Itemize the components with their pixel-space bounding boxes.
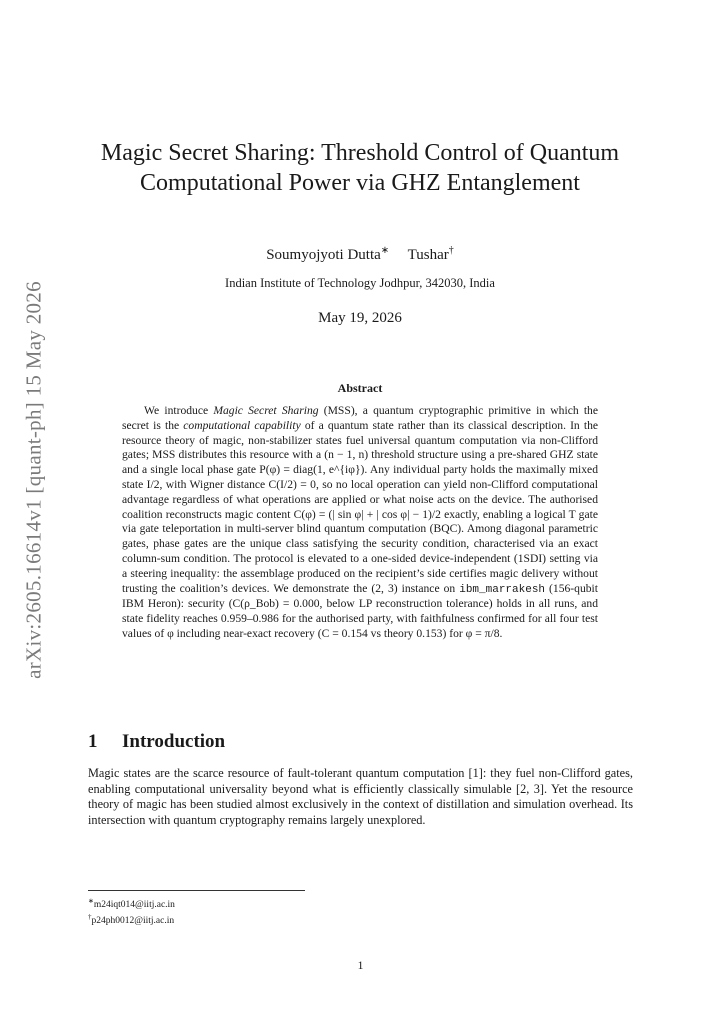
footnotes (88, 895, 175, 927)
author-list (100, 245, 620, 264)
email-link[interactable]: m24iqt014@iitj.ac.in (93, 900, 175, 911)
term-mss: Magic Secret Sharing (213, 404, 319, 417)
affiliation: Indian Institute of Technology Jodhpur, 342030, India (225, 276, 495, 290)
abstract-body: We introduce Magic Secret Sharing (MSS), a quantum cryptographic primitive in which the secret is the computational capability of a quantum state rather than its classical description. In the resource theory of magic, non-stabilizer states fuel universal quantum computation via non-Clifford gates; MSS distributes this resource with a (n − 1, n) threshold structure using a pre-shared GHZ state and a single local phase gate P(φ) = diag(1, e^{iφ}). Any individual party holds the maximally mixed state I/2, with Wigner distance C(I/2) = 0, so no local operation can yield non-Clifford computational advantage regardless of what operations are applied or what noise acts on the device. The authorised coalition reconstructs magic content C(φ) = (| sin φ| + | cos φ| − 1)/2 exactly, enabling a logical T gate via gate teleportation in multi-server blind quantum computation (BQC). Among diagonal parametric gates, phase gates are the unique class satisfying the security condition, characterised via an exact column-sum condition. The protocol is elevated to a one-sided device-independent (1SDI) setting via a steering inequality: the assemblage produced on the recipient’s side certifies magic delivery without trusting the coalition’s devices. We demonstrate the (2, 3) instance on ibm_marrakesh (156-qubit IBM Heron): security (C(ρ_Bob) = 0.000, below LP reconstruction tolerance) holds in all runs, and state fidelity reaches 0.959–0.986 for the authorised party, with faithfulness confirmed for all four test values of φ including near-exact recovery (C = 0.154 vs theory 0.153) for φ = π/8. (122, 404, 599, 640)
arxiv-stamp (14, 280, 54, 680)
footnote: ∗m24iqt014@iitj.ac.in (88, 897, 175, 911)
arxiv-id: arXiv:2605.16614v1 [quant-ph] 15 May 2026 (21, 281, 46, 679)
email-link[interactable]: p24ph0012@iitj.ac.in (91, 916, 175, 927)
section-title: Introduction (122, 731, 226, 752)
footnote-rule (88, 890, 305, 891)
paper-title: Magic Secret Sharing: Threshold Control of Quantum Computational Power via GHZ Entanglement (100, 140, 620, 196)
footnote: †p24ph0012@iitj.ac.in (88, 913, 175, 927)
section-body: Magic states are the scarce resource of fault-tolerant quantum computation [1]: they fuel non-Clifford gates, enabling computational universality beyond what is efficiently classically simulable [2, 3]. Yet the resource theory of magic has been studied almost exclusively in the context of distillation and simulation overhead. Its intersection with quantum cryptography remains largely unexplored. (88, 766, 633, 827)
author-name: Tushar (407, 247, 449, 263)
author-name: Soumyojyoti Dutta (266, 247, 381, 263)
author-mark: ∗ (380, 245, 390, 256)
section-heading (88, 731, 225, 753)
author-mark: † (448, 245, 454, 256)
abstract-heading: Abstract (337, 381, 383, 395)
paper-date: May 19, 2026 (318, 310, 402, 326)
section-number: 1 (88, 731, 98, 752)
page-number: 1 (357, 958, 364, 972)
device-name: ibm_marrakesh (459, 583, 546, 596)
term-computational-capability: computational capability (183, 418, 301, 432)
